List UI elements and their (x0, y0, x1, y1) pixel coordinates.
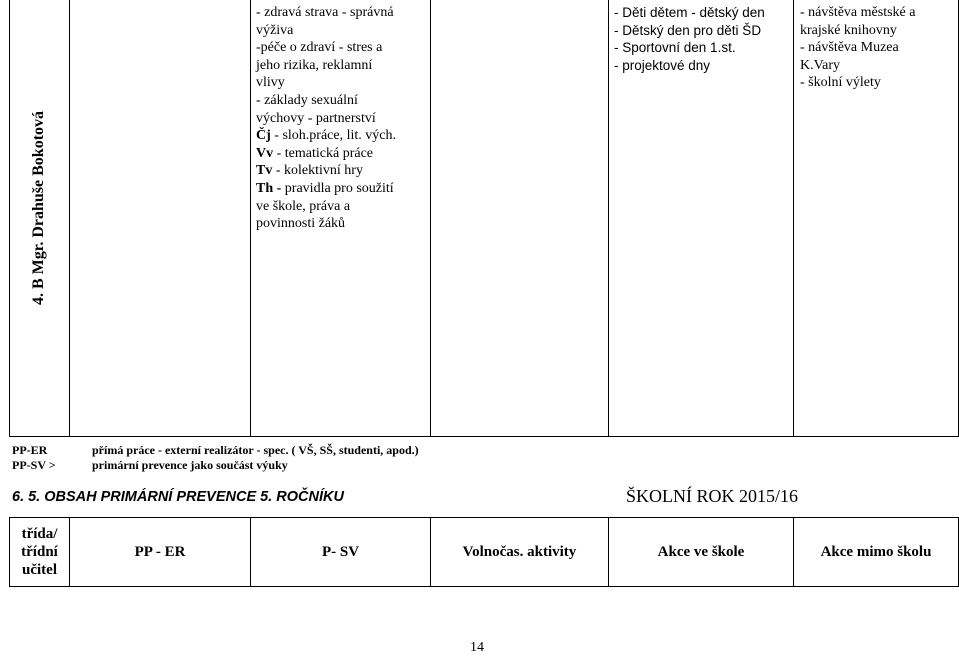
pp-sv-line: výchovy - partnerství (256, 110, 376, 126)
header-line: třídní (21, 544, 58, 560)
pp-sv-cell (256, 4, 396, 233)
akce-ve-skole-line: - Dětský den pro děti ŠD (614, 22, 762, 38)
legend (12, 443, 512, 475)
akce-mimo-skolu-line: - školní výlety (800, 75, 881, 91)
pp-sv-line: ve škole, práva a (256, 198, 351, 214)
akce-mimo-skolu-line: krajské knihovny (800, 22, 897, 38)
header-pp-er (70, 517, 250, 587)
header-line: P- SV (321, 544, 360, 560)
grid-line (793, 0, 794, 437)
grid-line (9, 436, 959, 437)
legend-desc: primární prevence jako součást výuky (92, 458, 288, 472)
pp-sv-line: Vv - tematická práce (256, 145, 374, 161)
header-class-teacher (10, 517, 69, 587)
pp-sv-line: Tv - kolektivní hry (256, 163, 363, 179)
grid-line (250, 0, 251, 437)
header-line: učitel (22, 562, 57, 578)
header-line: PP - ER (134, 544, 186, 560)
header-line: Volnočas. aktivity (462, 544, 577, 560)
grid-line (69, 0, 70, 437)
akce-mimo-skolu-line: K.Vary (800, 57, 841, 73)
akce-ve-skole-line: - Sportovní den 1.st. (614, 40, 736, 56)
section-heading: 6. 5. OBSAH PRIMÁRNÍ PREVENCE 5. ROČNÍKU (12, 489, 344, 505)
grid-line (430, 0, 431, 437)
class-teacher-label: 4. B Mgr. Drahuše Bokotová (30, 110, 47, 306)
header-akce-ve-skole (609, 517, 793, 587)
legend-abbr: PP-SV > (12, 458, 56, 472)
header-line: Akce ve škole (657, 544, 745, 560)
pp-sv-line: výživa (256, 22, 294, 38)
pp-sv-line: Čj - sloh.práce, lit. vých. (256, 128, 396, 144)
header-line: Akce mimo školu (820, 544, 932, 560)
pp-sv-line: - základy sexuální (256, 92, 358, 108)
class-teacher-cell (9, 0, 69, 437)
akce-ve-skole-line: - projektové dny (614, 57, 711, 73)
header-volnocas-aktivity (431, 517, 608, 587)
akce-mimo-skolu-line: - návštěva městské a (800, 5, 916, 20)
akce-ve-skole-cell (614, 4, 765, 74)
header-line: třída/ (21, 526, 58, 542)
pp-sv-line: povinnosti žáků (256, 216, 346, 232)
grid-line (608, 0, 609, 437)
akce-ve-skole-line: - Děti dětem - dětský den (614, 5, 765, 20)
pp-sv-line: Th - pravidla pro soužití (256, 180, 394, 196)
page-number: 14 (470, 640, 484, 655)
header-akce-mimo-skolu (794, 517, 958, 587)
school-year: ŠKOLNÍ ROK 2015/16 (626, 486, 799, 506)
bottom-table (9, 517, 959, 587)
akce-mimo-skolu-line: - návštěva Muzea (800, 40, 899, 56)
legend-abbr: PP-ER (12, 443, 48, 457)
pp-sv-line: jeho rizika, reklamní (256, 57, 373, 73)
pp-sv-line: -péče o zdraví - stres a (256, 40, 383, 56)
akce-mimo-skolu-cell (800, 4, 915, 92)
pp-sv-line: vlivy (256, 75, 285, 91)
header-p-sv (251, 517, 430, 587)
pp-sv-line: - zdravá strava - správná (256, 5, 394, 20)
legend-desc: přímá práce - externí realizátor - spec. ( VŠ, SŠ, studenti, apod.) (92, 443, 419, 457)
